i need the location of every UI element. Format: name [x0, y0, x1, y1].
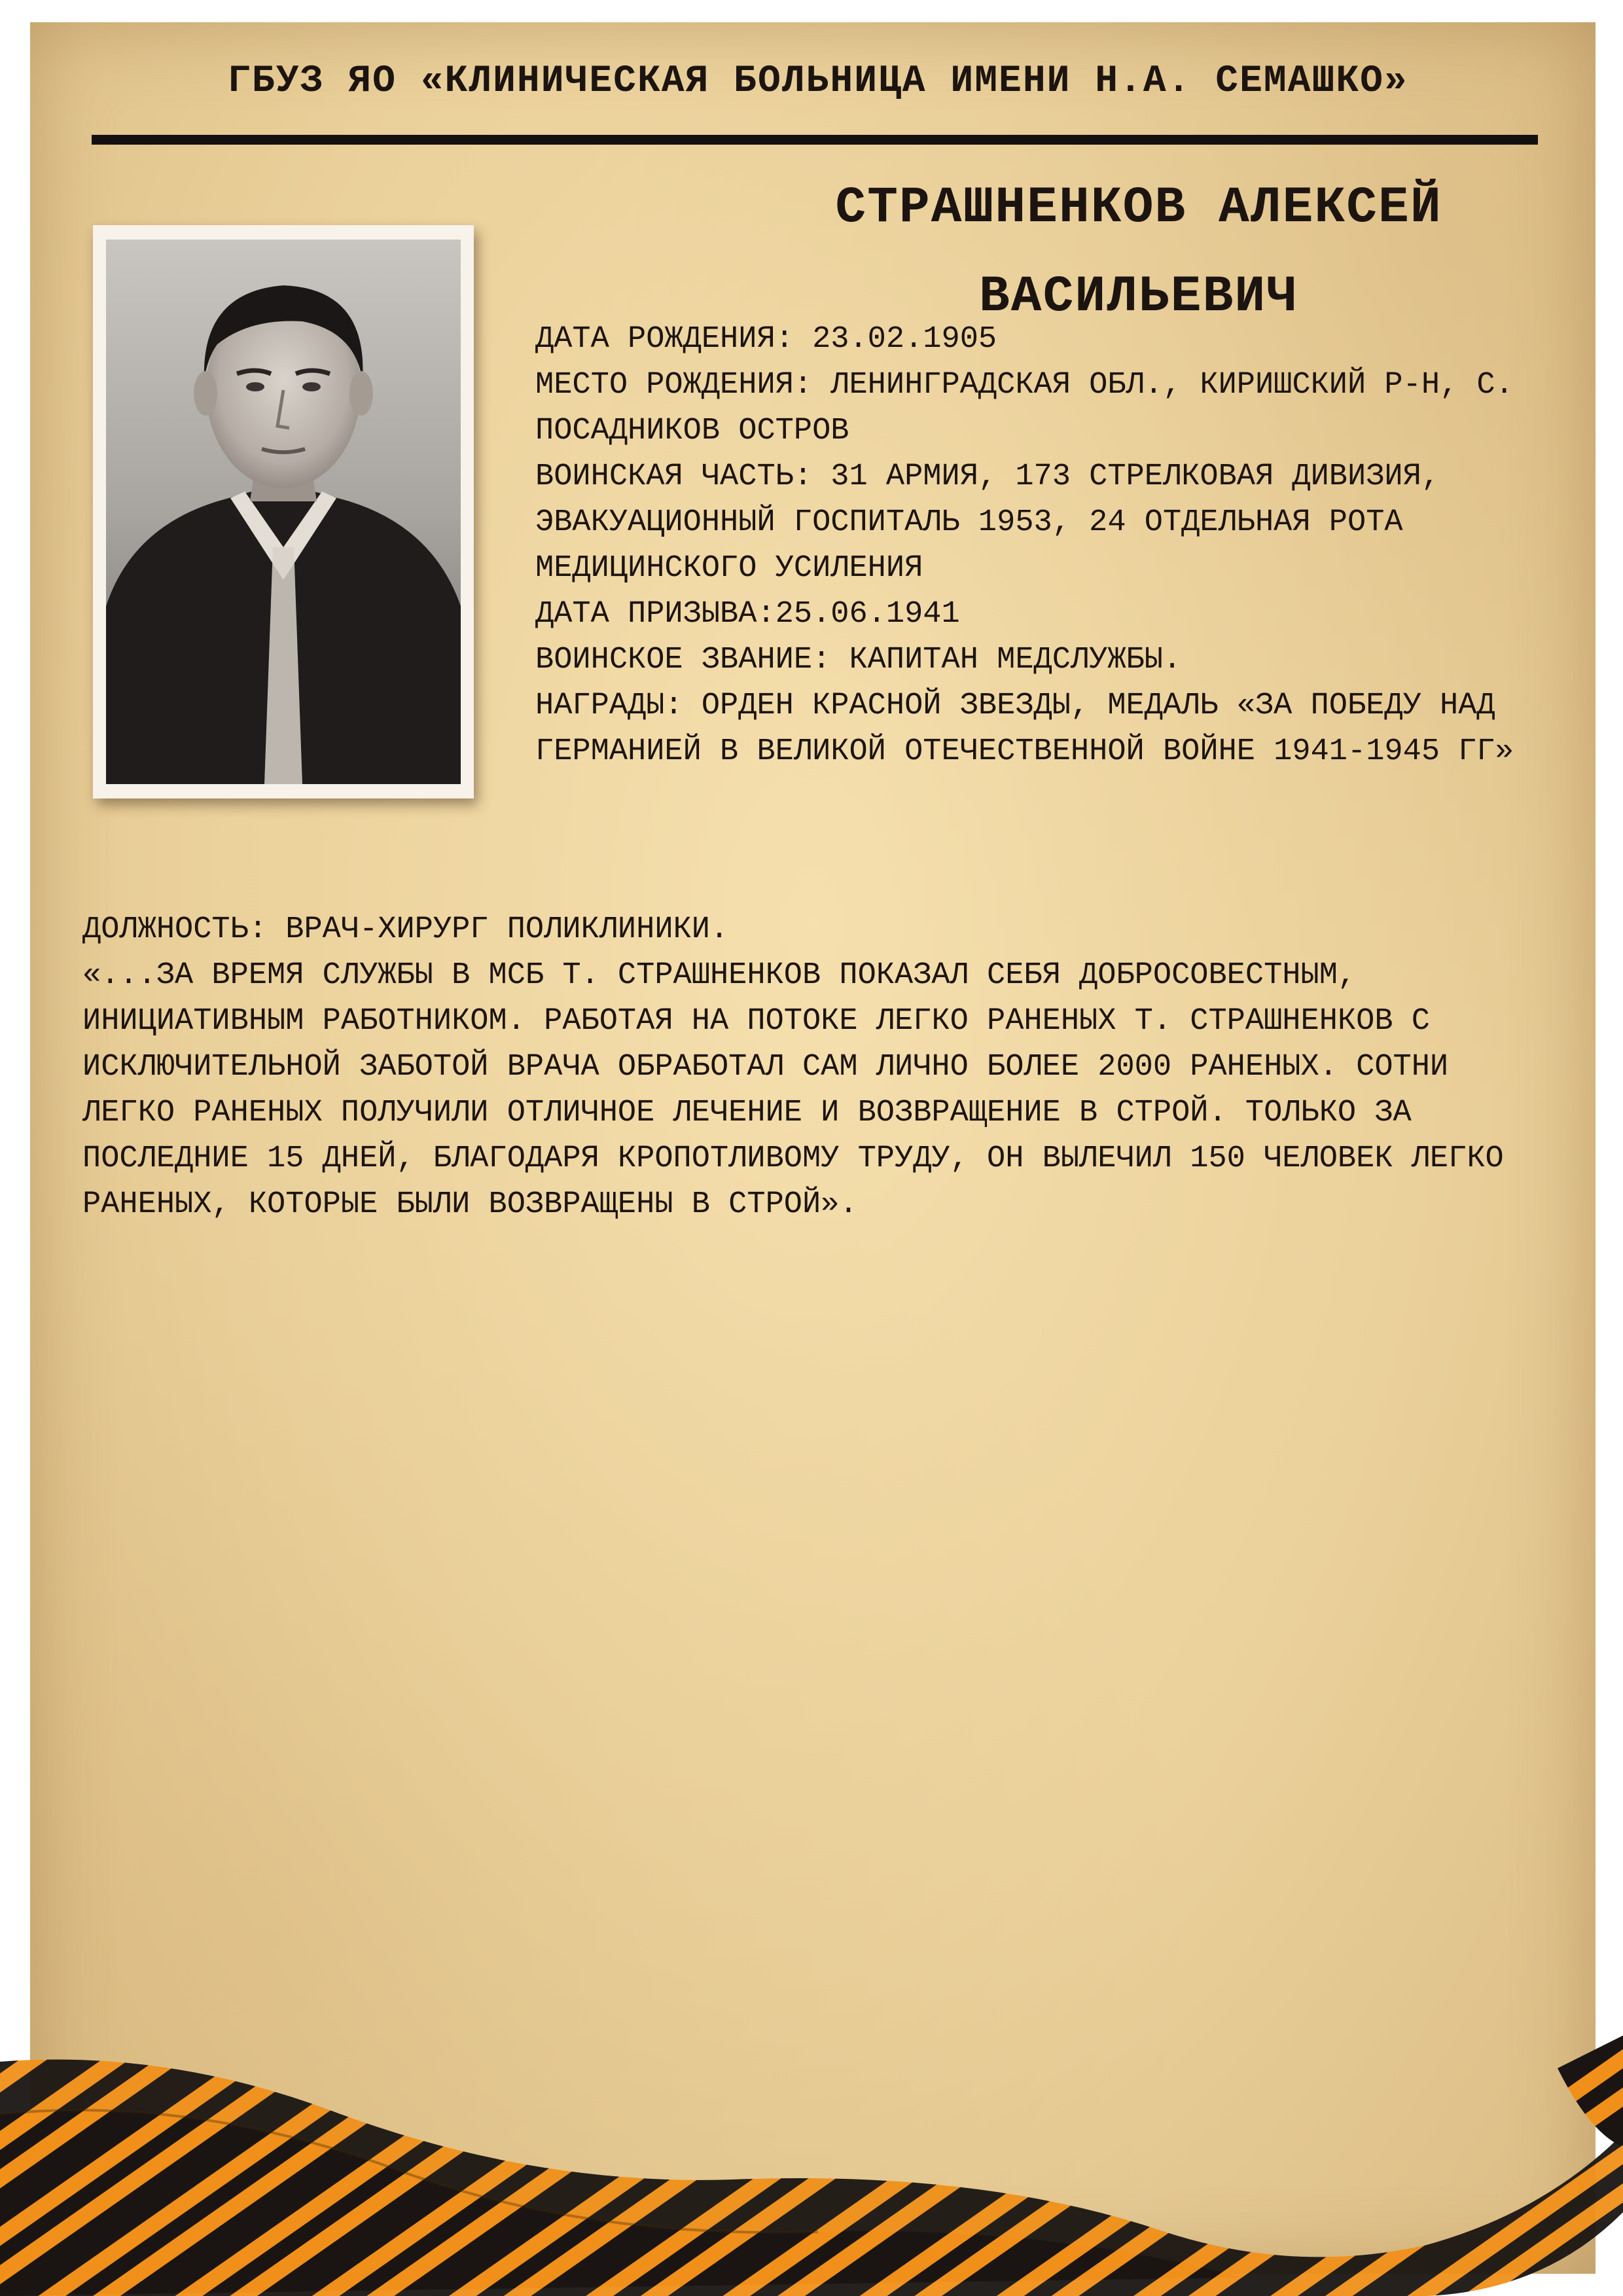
fact-military-rank: ВОИНСКОЕ ЗВАНИЕ: КАПИТАН МЕДСЛУЖБЫ. [535, 643, 1182, 677]
header-divider [92, 135, 1538, 145]
organization-title: ГБУЗ ЯО «КЛИНИЧЕСКАЯ БОЛЬНИЦА ИМЕНИ Н.А. СЕМАШКО» [228, 60, 1408, 103]
portrait-photo-icon [106, 240, 461, 784]
portrait-photo-frame [93, 225, 474, 798]
st-george-ribbon-icon [0, 2016, 1623, 2296]
bio-quote: «...ЗА ВРЕМЯ СЛУЖБЫ В МСБ Т. СТРАШНЕНКОВ ПОКАЗАЛ СЕБЯ ДОБРОСОВЕСТНЫМ, ИНИЦИАТИВНЫМ РАБОТНИКОМ. РАБОТАЯ НА ПОТОКЕ ЛЕГКО РАНЕНЫХ Т. СТРАШНЕНКОВ С ИСКЛЮЧИТЕЛЬНОЙ ЗАБОТОЙ ВРАЧА ОБРАБОТАЛ САМ ЛИЧНО БОЛЕЕ 2000 РАНЕНЫХ. СОТНИ ЛЕГКО РАНЕНЫХ ПОЛУЧИЛИ ОТЛИЧНОЕ ЛЕЧЕНИЕ И ВОЗВРАЩЕНИЕ В СТРОЙ. ТОЛЬКО ЗА ПОСЛЕДНИЕ 15 ДНЕЙ, БЛАГОДАРЯ КРОПОТЛИВОМУ ТРУДУ, ОН ВЫЛЕЧИЛ 150 ЧЕЛОВЕК ЛЕГКО РАНЕНЫХ, КОТОРЫЕ БЫЛИ ВОЗВРАЩЕНЫ В СТРОЙ». [82, 958, 1504, 1222]
biographical-facts [535, 317, 1556, 775]
person-name-line-1: СТРАШНЕНКОВ АЛЕКСЕЙ [835, 179, 1442, 237]
fact-conscription-date: ДАТА ПРИЗЫВА:25.06.1941 [535, 597, 960, 632]
biography [82, 907, 1548, 1228]
person-name-line-2: ВАСИЛЬЕВИЧ [978, 268, 1299, 326]
fact-birth-date: ДАТА РОЖДЕНИЯ: 23.02.1905 [535, 322, 997, 357]
bio-position: ДОЛЖНОСТЬ: ВРАЧ-ХИРУРГ ПОЛИКЛИНИКИ. [82, 912, 729, 947]
fact-birth-place: МЕСТО РОЖДЕНИЯ: ЛЕНИНГРАДСКАЯ ОБЛ., КИРИШСКИЙ Р-Н, С. ПОСАДНИКОВ ОСТРОВ [535, 368, 1514, 448]
portrait-photo [106, 240, 461, 784]
person-name [694, 164, 1584, 342]
fact-military-unit: ВОИНСКАЯ ЧАСТЬ: 31 АРМИЯ, 173 СТРЕЛКОВАЯ ДИВИЗИЯ, ЭВАКУАЦИОННЫЙ ГОСПИТАЛЬ 1953, 24 ОТДЕЛЬНАЯ РОТА МЕДИЦИНСКОГО УСИЛЕНИЯ [535, 459, 1440, 586]
fact-awards: НАГРАДЫ: ОРДЕН КРАСНОЙ ЗВЕЗДЫ, МЕДАЛЬ «ЗА ПОБЕДУ НАД ГЕРМАНИЕЙ В ВЕЛИКОЙ ОТЕЧЕСТВЕННОЙ ВОЙНЕ 1941-1945 ГГ» [535, 689, 1514, 769]
